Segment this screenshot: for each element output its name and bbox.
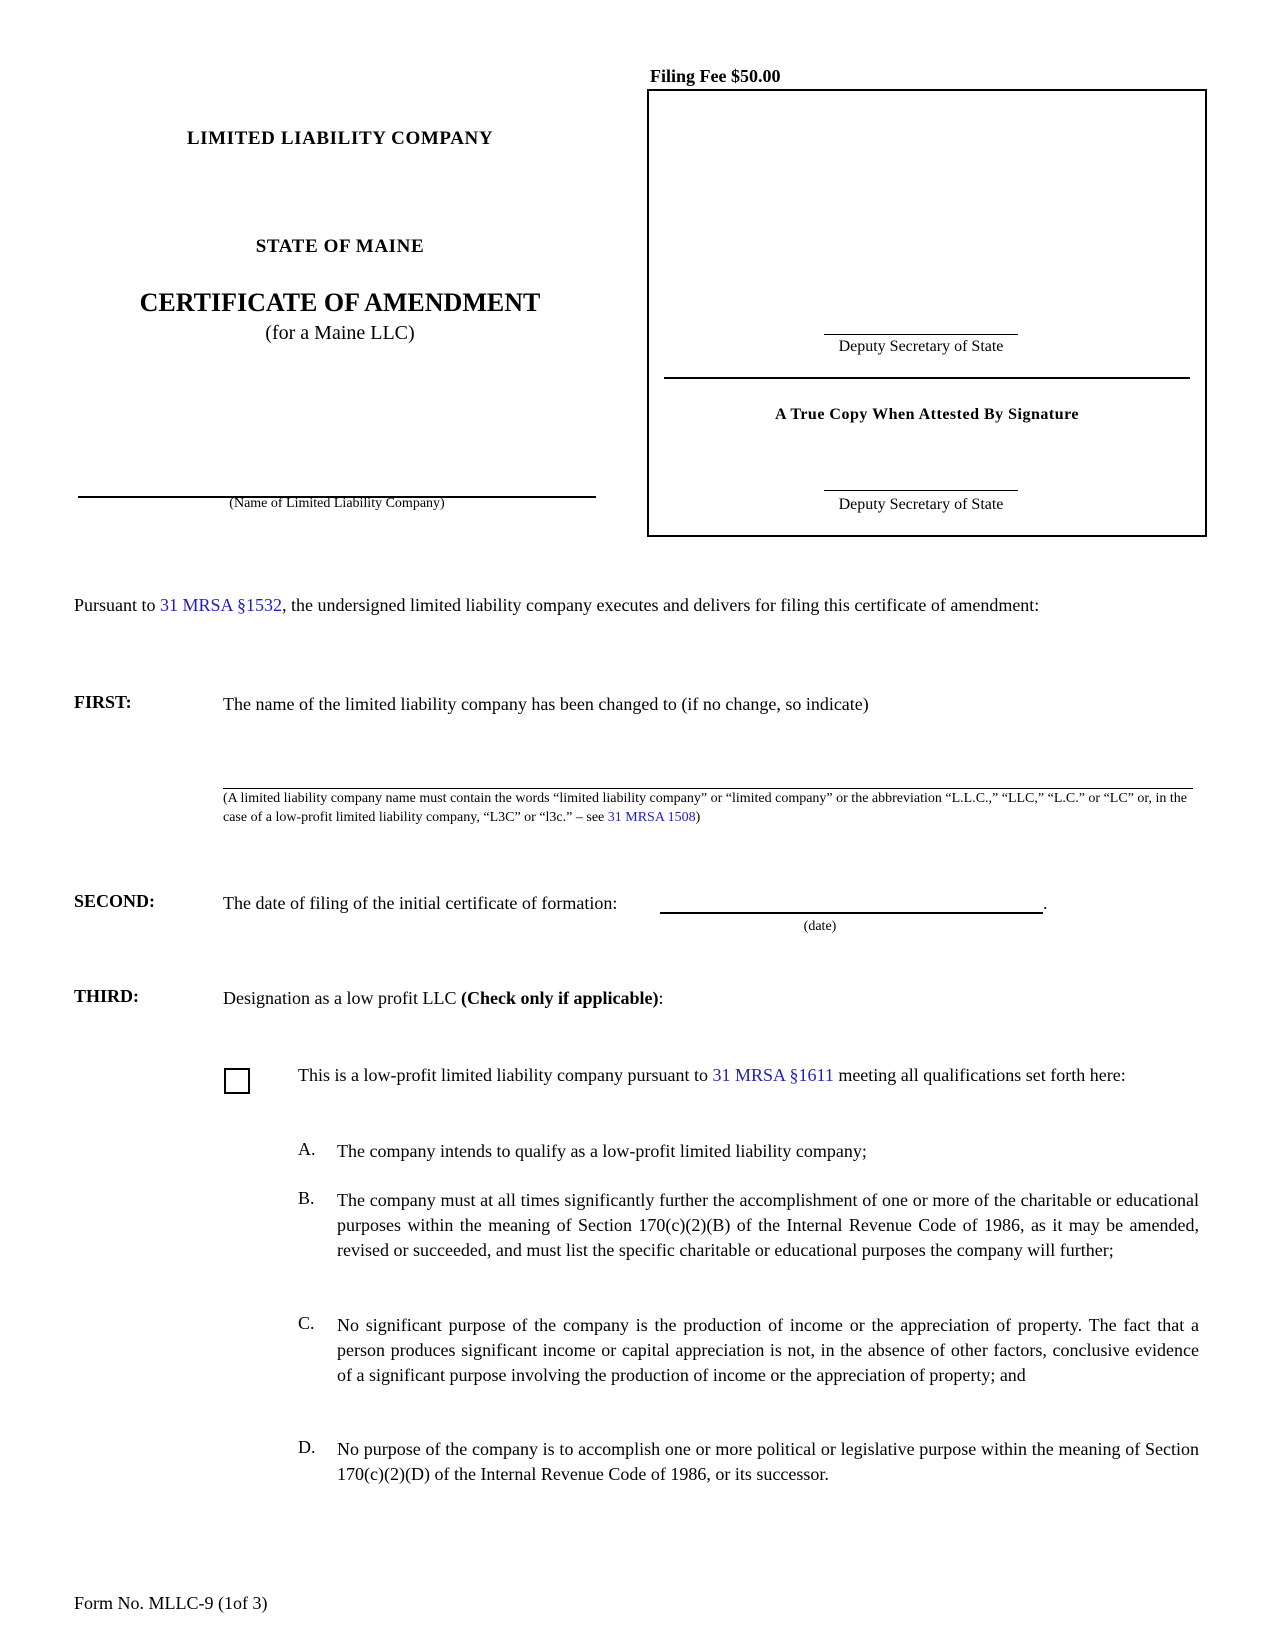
- statute-link-1508[interactable]: 31 MRSA 1508: [607, 810, 696, 825]
- name-requirements-note: [223, 789, 1203, 827]
- llc-name-caption: (Name of Limited Liability Company): [229, 496, 445, 511]
- office-use-box: [647, 89, 1207, 537]
- item-d-text: No purpose of the company is to accomplish one or more political or legislative purpose within the meaning of Section 170(c)(2)(D) of the Internal Revenue Code of 1986, or its successor.: [337, 1439, 1199, 1484]
- form-number: Form No. MLLC-9 (1of 3): [74, 1593, 268, 1613]
- third-text: [223, 986, 1203, 1010]
- second-text: The date of filing of the initial certificate of formation:: [223, 893, 618, 913]
- office-box-divider: [664, 377, 1190, 379]
- deputy-secretary-label-top: Deputy Secretary of State: [838, 338, 1004, 355]
- statute-link-1611[interactable]: 31 MRSA §1611: [712, 1065, 834, 1085]
- low-profit-checkbox[interactable]: [224, 1068, 250, 1094]
- first-text: The name of the limited liability company has been changed to (if no change, so indicate): [223, 694, 869, 714]
- header-line-1: LIMITED LIABILITY COMPANY: [186, 128, 494, 149]
- intro-text-after: , the undersigned limited liability company executes and delivers for filing this certificate of amendment:: [282, 595, 1040, 615]
- item-b-text: The company must at all times significantly further the accomplishment of one or more of the charitable or educational purposes within the meaning of Section 170(c)(2)(B) of the Internal Revenue Code of 1986, as it may be amended, revised or succeeded, and must list the specific charitable or educational purposes the company will further;: [337, 1190, 1199, 1260]
- item-c-letter: C.: [298, 1313, 315, 1333]
- deputy-secretary-label-bottom: Deputy Secretary of State: [838, 496, 1004, 513]
- third-text-bold: (Check only if applicable): [460, 988, 659, 1008]
- page-subtitle: (for a Maine LLC): [265, 322, 415, 344]
- second-label: SECOND:: [74, 891, 156, 911]
- page-title: CERTIFICATE OF AMENDMENT: [139, 288, 541, 317]
- item-a-letter: A.: [298, 1139, 316, 1159]
- filing-date-field[interactable]: [660, 912, 1043, 914]
- item-c-text: No significant purpose of the company is the production of income or the appreciation of property. The fact that a person produces significant income or capital appreciation is not, in the absence of other factors, conclusive evidence of a significant purpose involving the production of income or the appreciation of property; and: [337, 1315, 1199, 1385]
- note-text-after: ): [695, 810, 701, 825]
- header-line-2: STATE OF MAINE: [255, 236, 425, 257]
- intro-text-before: Pursuant to: [74, 595, 161, 615]
- statute-link-1532[interactable]: 31 MRSA §1532: [160, 595, 283, 615]
- third-text-main: Designation as a low profit LLC: [223, 988, 461, 1008]
- date-caption: (date): [803, 919, 837, 934]
- attest-label: A True Copy When Attested By Signature: [774, 406, 1080, 423]
- first-label: FIRST:: [74, 692, 132, 712]
- signature-line-top: [824, 334, 1018, 335]
- note-text-before: (A limited liability company name must contain the words “limited liability company” or “limited company” or the abbreviation “L.L.C.,” “LLC,” “L.C.” or “LC” or, in the case of a low-profit limited liability company, “L3C” or “l3c.” – see: [223, 791, 1188, 825]
- third-colon: :: [658, 988, 664, 1008]
- item-a-text: The company intends to qualify as a low-profit limited liability company;: [337, 1141, 867, 1161]
- check-text-after: meeting all qualifications set forth here:: [833, 1065, 1126, 1085]
- signature-line-bottom: [824, 490, 1018, 491]
- third-label: THIRD:: [74, 986, 140, 1006]
- intro-paragraph: [74, 593, 1214, 617]
- item-d-letter: D.: [298, 1437, 316, 1457]
- filing-fee: Filing Fee $50.00: [650, 66, 781, 86]
- second-period: .: [1043, 893, 1048, 913]
- item-b-letter: B.: [298, 1188, 315, 1208]
- low-profit-statement: [298, 1063, 1188, 1088]
- check-text-before: This is a low-profit limited liability company pursuant to: [298, 1065, 713, 1085]
